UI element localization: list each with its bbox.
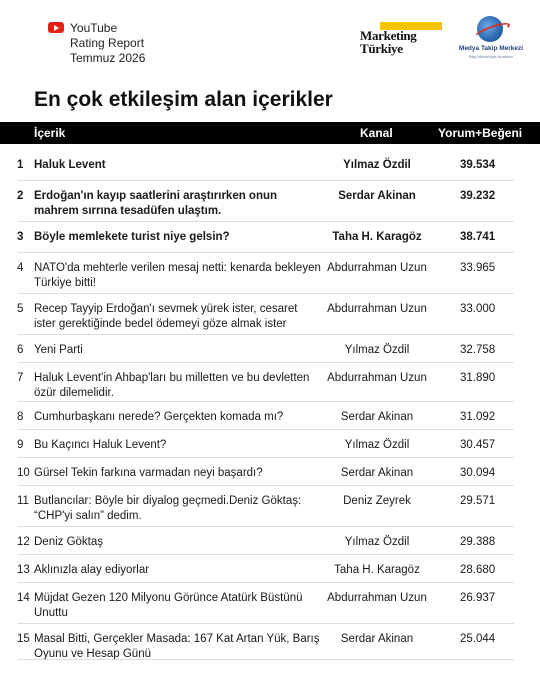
row-rank: 12 bbox=[17, 536, 30, 548]
table-row bbox=[0, 583, 540, 624]
report-platform: YouTube bbox=[70, 21, 118, 35]
row-title: Gürsel Tekin farkına varmadan neyi başardı? bbox=[34, 467, 263, 479]
row-score: 31.092 bbox=[460, 411, 496, 423]
mt-logo-text: Marketing bbox=[360, 28, 417, 43]
table-row bbox=[0, 181, 540, 222]
table-row bbox=[0, 402, 540, 430]
youtube-icon bbox=[48, 22, 64, 33]
row-rank: 4 bbox=[17, 262, 24, 274]
header-score: Yorum+Beğeni bbox=[438, 126, 523, 140]
table-row bbox=[0, 527, 540, 555]
row-rank: 14 bbox=[17, 592, 30, 604]
row-title: NATO'da mehterle verilen mesaj netti: kenarda bekleyen Türkiye bitti! bbox=[34, 262, 321, 289]
table-header bbox=[0, 122, 540, 144]
row-score: 30.457 bbox=[460, 439, 496, 451]
mt-logo-text-2: Türkiye bbox=[360, 41, 403, 56]
row-title: Haluk Levent bbox=[34, 159, 106, 171]
row-title: Müjdat Gezen 120 Milyonu Görünce Atatürk Büstünü Unuttu bbox=[34, 592, 303, 619]
row-title: Aklınızla alay ediyorlar bbox=[34, 564, 150, 576]
row-channel: Yılmaz Özdil bbox=[344, 344, 410, 356]
row-title: Böyle memlekete turist niye gelsin? bbox=[34, 231, 230, 243]
marketing-turkiye-logo bbox=[360, 22, 444, 56]
row-score: 39.232 bbox=[460, 190, 496, 202]
row-title: Cumhurbaşkanı nerede? Gerçekten komada mı? bbox=[34, 411, 284, 423]
table-row bbox=[0, 335, 540, 363]
row-rank: 9 bbox=[17, 439, 24, 451]
row-score: 38.741 bbox=[460, 231, 496, 243]
row-score: 29.388 bbox=[460, 536, 496, 548]
row-score: 39.534 bbox=[460, 159, 496, 171]
page-title: En çok etkileşim alan içerikler bbox=[34, 88, 333, 111]
row-channel: Abdurrahman Uzun bbox=[327, 303, 427, 315]
table-row bbox=[0, 294, 540, 335]
row-rank: 15 bbox=[17, 633, 30, 645]
row-channel: Serdar Akinan bbox=[338, 190, 416, 202]
row-score: 31.890 bbox=[460, 372, 496, 384]
row-title: Deniz Göktaş bbox=[34, 536, 104, 548]
row-title: Masal Bitti, Gerçekler Masada: 167 Kat Artan Yük, Barış Oyunu ve Hesap Günü bbox=[34, 633, 320, 660]
globe-icon bbox=[477, 16, 503, 42]
table-row bbox=[0, 150, 540, 181]
row-score: 28.680 bbox=[460, 564, 496, 576]
row-channel: Serdar Akinan bbox=[340, 633, 414, 645]
table-row bbox=[0, 253, 540, 294]
row-rank: 3 bbox=[17, 231, 24, 243]
row-title: Haluk Levent'in Ahbap'ları bu milletten ve bu devletten özür dilemelidir. bbox=[34, 372, 310, 399]
row-title: Bu Kaçıncı Haluk Levent? bbox=[34, 439, 167, 451]
table-row bbox=[0, 430, 540, 458]
row-channel: Taha H. Karagöz bbox=[332, 231, 422, 243]
row-rank: 8 bbox=[17, 411, 24, 423]
row-divider bbox=[18, 659, 514, 660]
row-channel: Serdar Akinan bbox=[340, 411, 414, 423]
row-rank: 5 bbox=[17, 303, 24, 315]
header-channel: Kanal bbox=[360, 126, 393, 140]
row-score: 25.044 bbox=[460, 633, 496, 645]
row-channel: Abdurrahman Uzun bbox=[327, 592, 427, 604]
row-score: 26.937 bbox=[460, 592, 496, 604]
row-rank: 6 bbox=[17, 344, 24, 356]
table-row bbox=[0, 624, 540, 660]
row-score: 33.965 bbox=[460, 262, 496, 274]
report-header bbox=[0, 0, 540, 90]
row-title: Yeni Parti bbox=[34, 344, 83, 356]
table-row bbox=[0, 222, 540, 253]
table-row bbox=[0, 458, 540, 486]
row-rank: 1 bbox=[17, 159, 24, 171]
row-channel: Taha H. Karagöz bbox=[334, 564, 420, 576]
row-rank: 13 bbox=[17, 564, 30, 576]
row-channel: Yılmaz Özdil bbox=[344, 439, 410, 451]
table-row bbox=[0, 555, 540, 583]
report-name: Rating Report bbox=[70, 36, 145, 50]
table-row bbox=[0, 363, 540, 402]
medya-takip-merkezi-logo: Medya Takip Merkezi Bilgi Merkeziyle Analizler bbox=[456, 16, 526, 74]
row-score: 30.094 bbox=[460, 467, 496, 479]
row-channel: Deniz Zeyrek bbox=[343, 495, 411, 507]
header-content: İçerik bbox=[34, 126, 66, 140]
row-channel: Yılmaz Özdil bbox=[343, 159, 411, 171]
row-channel: Abdurrahman Uzun bbox=[327, 262, 427, 274]
row-title: Erdoğan'ın kayıp saatlerini araştırırken onun mahrem sırrına tesadüfen ulaştım. bbox=[34, 190, 278, 217]
row-title: Recep Tayyip Erdoğan'ı sevmek yürek ister, cesaret ister gerektiğinde bedel ödemeyi göze almak ister bbox=[34, 303, 298, 330]
row-rank: 10 bbox=[17, 467, 30, 479]
row-score: 32.758 bbox=[460, 344, 496, 356]
row-channel: Abdurrahman Uzun bbox=[327, 372, 427, 384]
table-row bbox=[0, 486, 540, 527]
row-rank: 11 bbox=[17, 495, 29, 507]
row-score: 33.000 bbox=[460, 303, 496, 315]
report-period: Temmuz 2026 bbox=[70, 51, 146, 65]
row-channel: Serdar Akinan bbox=[340, 467, 414, 479]
row-rank: 2 bbox=[17, 190, 24, 202]
row-title: Butlancılar: Böyle bir diyalog geçmedi.Deniz Göktaş: “CHP'yi salın” dedim. bbox=[34, 495, 302, 522]
row-rank: 7 bbox=[17, 372, 24, 384]
row-channel: Yılmaz Özdil bbox=[344, 536, 410, 548]
row-score: 29.571 bbox=[460, 495, 496, 507]
